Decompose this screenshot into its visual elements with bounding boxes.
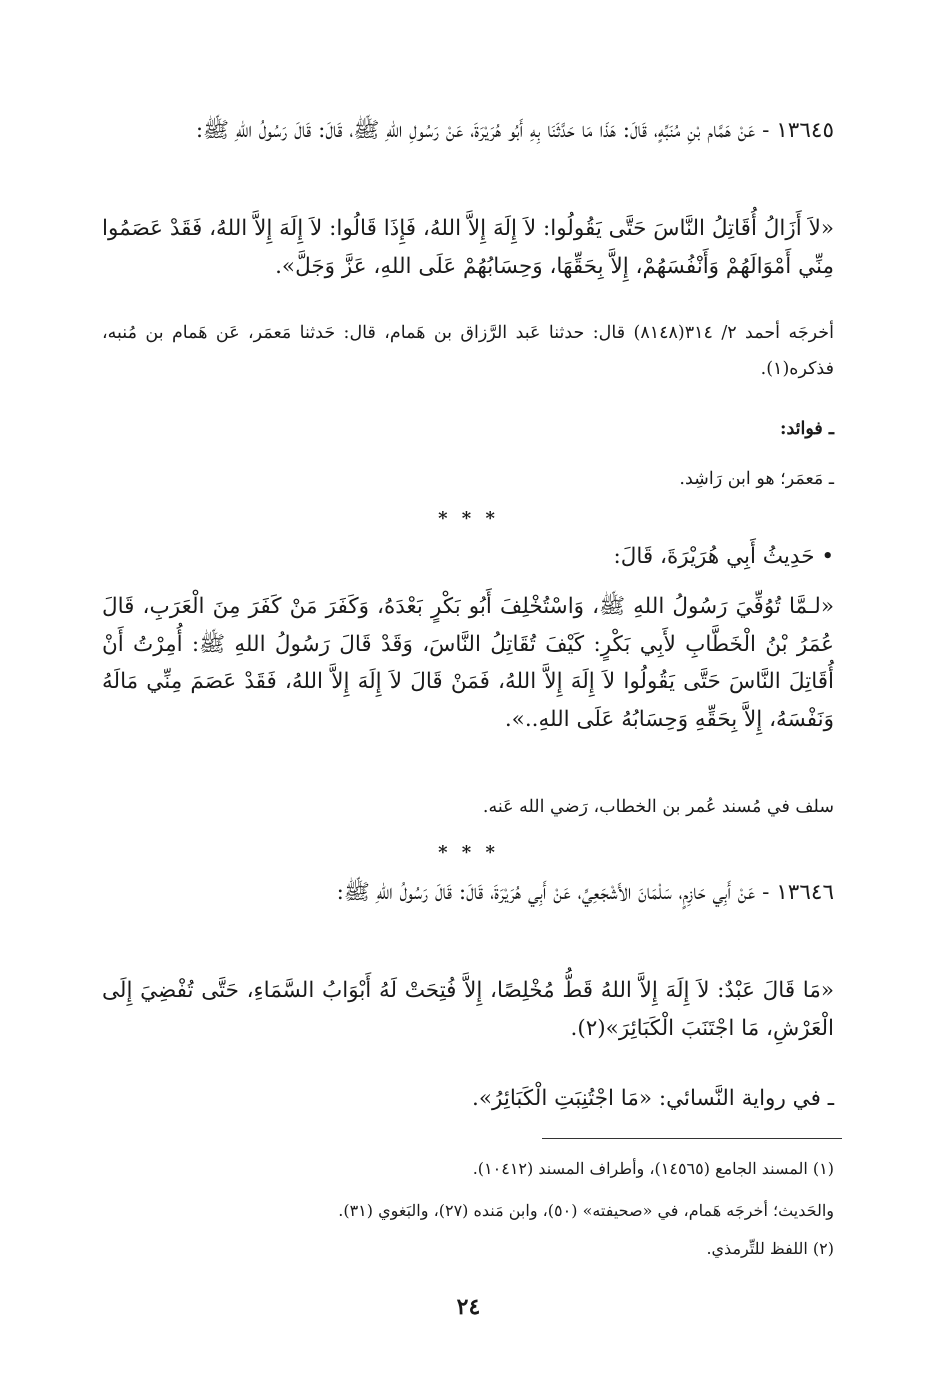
hadith-13646-isnad: ١٣٦٤٦ - عَنْ أَبِي حَازِمٍ، سَلْمَانَ الأَشْجَعِيِّ، عَنْ أَبِي هُرَيْرَةَ، قَالَ: قَالَ رَسُولُ اللهِ ﷺ: <box>336 880 834 905</box>
footnote-1: (١) المسند الجامع (١٤٥٦٥)، وأطراف المسند (١٠٤١٢). <box>472 1159 834 1178</box>
hadith-13646-text: «مَا قَالَ عَبْدٌ: لاَ إِلَهَ إِلاَّ اللهُ قَطُّ مُخْلِصًا، إِلاَّ فُتِحَتْ لَهُ أَبْوَابُ السَّمَاءِ، حَتَّى تُفْضِيَ إِلَى الْعَرْشِ، مَا اجْتَنَبَ الْكَبَائِرَ»(٢). <box>102 978 834 1041</box>
fawaid-label: ـ فوائد: <box>779 419 834 439</box>
footnote-2: (٢) اللفظ للتِّرمذي. <box>706 1239 834 1258</box>
fawaid-item: ـ مَعمَر؛ هو ابن رَاشِد. <box>679 469 834 489</box>
footnote-1b: والحَديث؛ أخرجَه هَمام، في «صحيفته» (٥٠)، وابن مَنده (٢٧)، والبَغوي (٣١). <box>338 1201 834 1220</box>
section-separator: * * * <box>438 508 499 529</box>
page-number: ٢٤ <box>456 1294 481 1320</box>
section-separator: * * * <box>438 842 499 863</box>
nasai-variant: ـ في رواية النَّسائي: «مَا اجْتُنِبَتِ الْكَبَائِرُ». <box>472 1086 834 1111</box>
hadith-13645-isnad: ١٣٦٤٥ - عَنْ هَمَّام بْنِ مُنَبِّهٍ، قَالَ: هَذَا مَا حَدَّثَنَا بِهِ أَبُو هُرَيْرَةَ، عَنْ رَسُولِ اللهِ ﷺ، قَالَ: قَالَ رَسُولُ اللهِ ﷺ: <box>195 118 834 143</box>
footnote-divider <box>542 1138 842 1139</box>
hadith-header: • حَدِيثُ أَبِي هُرَيْرَةَ، قَالَ: <box>613 544 834 569</box>
hadith-note: سلف في مُسند عُمر بن الخطاب، رَضي الله عَنه. <box>482 797 834 817</box>
hadith-abu-bakr-text: «لـمَّا تُوُفِّيَ رَسُولُ اللهِ ﷺ، وَاسْتُخْلِفَ أَبُو بَكْرٍ بَعْدَهُ، وَكَفَرَ مَنْ كَفَرَ مِنَ الْعَرَبِ، قَالَ عُمَرُ بْنُ الْخَطَّابِ لأَبِي بَكْرٍ: كَيْفَ تُقَاتِلُ النَّاسَ، وَقَدْ قَالَ رَسُولُ اللهِ ﷺ: أُمِرْتُ أَنْ أُقَاتِلَ النَّاسَ حَتَّى يَقُولُوا لاَ إِلَهَ إِلاَّ اللهُ، فَمَنْ قَالَ لاَ إِلَهَ إِلاَّ اللهُ، فَقَدْ عَصَمَ مِنِّي مَالَهُ وَنَفْسَهُ، إِلاَّ بِحَقِّهِ وَحِسَابُهُ عَلَى اللهِ..». <box>102 594 834 732</box>
hadith-13645-text: «لاَ أَزَالُ أُقَاتِلُ النَّاسَ حَتَّى يَقُولُوا: لاَ إِلَهَ إِلاَّ اللهُ، فَإِذَا قَالُوا: لاَ إِلَهَ إِلاَّ اللهُ، فَقَدْ عَصَمُوا مِنِّي أَمْوَالَهُمْ وَأَنْفُسَهُمْ، إِلاَّ بِحَقِّهَا، وَحِسَابُهُمْ عَلَى اللهِ، عَزَّ وَجَلَّ». <box>102 216 834 279</box>
hadith-13645-takhrij: أخرجَه أحمد ٢/ ٣١٤(٨١٤٨) قال: حدثنا عَبد الرَّزاق بن هَمام، قال: حَدثنا مَعمَر، عَن هَمام بن مُنبه، فذكره(١). <box>102 323 834 379</box>
